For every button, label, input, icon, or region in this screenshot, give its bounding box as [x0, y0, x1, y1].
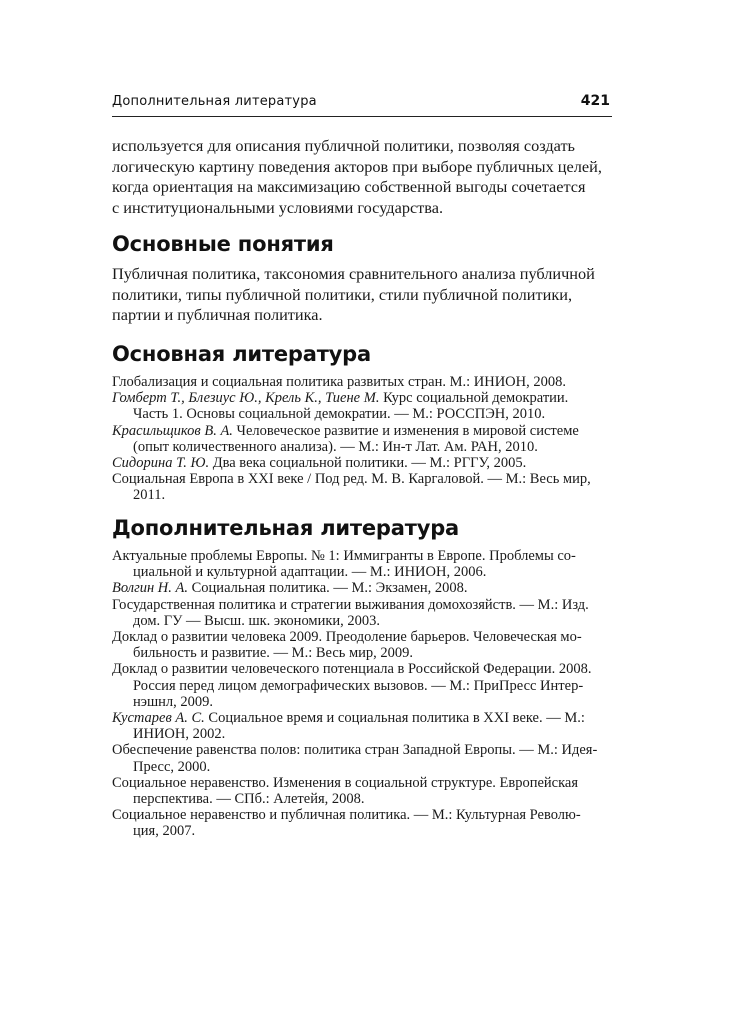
reference-item	[112, 661, 617, 710]
reference-author: Гомберт Т., Блезиус Ю., Крель К., Тиене М.	[112, 390, 380, 407]
reference-line: циальной и культурной адаптации. — М.: ИНИОН, 2006.	[133, 564, 487, 581]
text-line: политики, типы публичной политики, стили публичной политики,	[112, 284, 573, 304]
reference-line	[112, 423, 617, 439]
reference-line	[112, 580, 617, 596]
reference-line: Россия перед лицом демографических вызовов. — М.: ПриПресс Интер-	[133, 677, 584, 694]
reference-line: Часть 1. Основы социальной демократии. — М.: РОССПЭН, 2010.	[133, 406, 546, 423]
reference-line	[112, 710, 617, 726]
reference-text: Два века социальной политики. — М.: РГГУ, 2005.	[209, 455, 527, 472]
reference-item	[112, 629, 617, 661]
reference-item	[112, 580, 617, 596]
reference-text: Курс социальной демократии.	[379, 390, 569, 407]
reference-line: дом. ГУ — Высш. шк. экономики, 2003.	[133, 612, 381, 629]
reference-line: Социальное неравенство. Изменения в социальной структуре. Европейская	[112, 774, 579, 791]
reference-item	[112, 455, 617, 471]
reference-author: Кустарев А. С.	[112, 710, 205, 727]
reference-line: Обеспечение равенства полов: политика стран Западной Европы. — М.: Идея-	[112, 742, 598, 759]
reference-item	[112, 807, 617, 839]
reference-item	[112, 775, 617, 807]
reference-text: Социальная политика. — М.: Экзамен, 2008.	[188, 580, 468, 597]
intro-paragraph	[112, 136, 612, 218]
reference-item	[112, 423, 617, 455]
reference-item	[112, 390, 617, 422]
reference-line: 2011.	[133, 487, 166, 504]
reference-line: Социальное неравенство и публичная политика. — М.: Культурная Револю-	[112, 807, 581, 824]
text-line: Публичная политика, таксономия сравнительного анализа публичной	[112, 264, 595, 283]
reference-line: Доклад о развитии человеческого потенциала в Российской Федерации. 2008.	[112, 661, 592, 678]
reference-line: Социальная Европа в XXI веке / Под ред. М. В. Каргаловой. — М.: Весь мир,	[112, 471, 591, 488]
concepts-paragraph	[112, 264, 612, 326]
additional-literature-list	[112, 548, 617, 840]
running-header	[112, 94, 612, 117]
reference-author: Волгин Н. А.	[112, 580, 188, 597]
reference-line: Пресс, 2000.	[133, 758, 211, 775]
reference-line: Доклад о развитии человека 2009. Преодоление барьеров. Человеческая мо-	[112, 629, 582, 646]
reference-item	[112, 742, 617, 774]
reference-line	[112, 390, 617, 406]
reference-author: Сидорина Т. Ю.	[112, 455, 210, 472]
additional-literature-heading: Дополнительная литература	[112, 516, 459, 540]
running-title: Дополнительная литература	[112, 94, 317, 109]
concepts-heading: Основные понятия	[112, 232, 334, 256]
page-number: 421	[580, 93, 610, 109]
reference-line: ция, 2007.	[133, 823, 196, 840]
reference-text: Человеческое развитие и изменения в мировой системе	[232, 422, 579, 439]
reference-item	[112, 548, 617, 580]
text-line: используется для описания публичной политики, позволяя создать	[112, 136, 575, 155]
reference-item	[112, 471, 617, 503]
reference-item	[112, 374, 617, 390]
reference-author: Красильщиков В. А.	[112, 422, 233, 439]
text-line: логическую картину поведения акторов при выборе публичных целей,	[112, 156, 602, 176]
reference-line: ИНИОН, 2002.	[133, 726, 226, 743]
main-literature-heading: Основная литература	[112, 342, 371, 366]
reference-item	[112, 597, 617, 629]
reference-line	[112, 455, 617, 471]
text-line: когда ориентация на максимизацию собственной выгоды сочетается	[112, 177, 586, 196]
reference-item	[112, 710, 617, 742]
reference-line: (опыт количественного анализа). — М.: Ин-т Лат. Ам. РАН, 2010.	[133, 438, 538, 455]
reference-line: перспектива. — СПб.: Алетейя, 2008.	[133, 791, 365, 808]
reference-line: бильность и развитие. — М.: Весь мир, 2009.	[133, 645, 414, 662]
reference-line: Актуальные проблемы Европы. № 1: Иммигранты в Европе. Проблемы со-	[112, 548, 576, 564]
reference-line: Глобализация и социальная политика развитых стран. М.: ИНИОН, 2008.	[112, 374, 567, 390]
main-literature-list	[112, 374, 617, 504]
reference-text: Социальное время и социальная политика в XXI веке. — М.:	[204, 710, 585, 727]
text-line: партии и публичная политика.	[112, 305, 323, 324]
text-line: с институциональными условиями государства.	[112, 197, 444, 217]
reference-line: Государственная политика и стратегии выживания домохозяйств. — М.: Изд.	[112, 596, 589, 613]
reference-line: нэшнл, 2009.	[133, 693, 214, 710]
